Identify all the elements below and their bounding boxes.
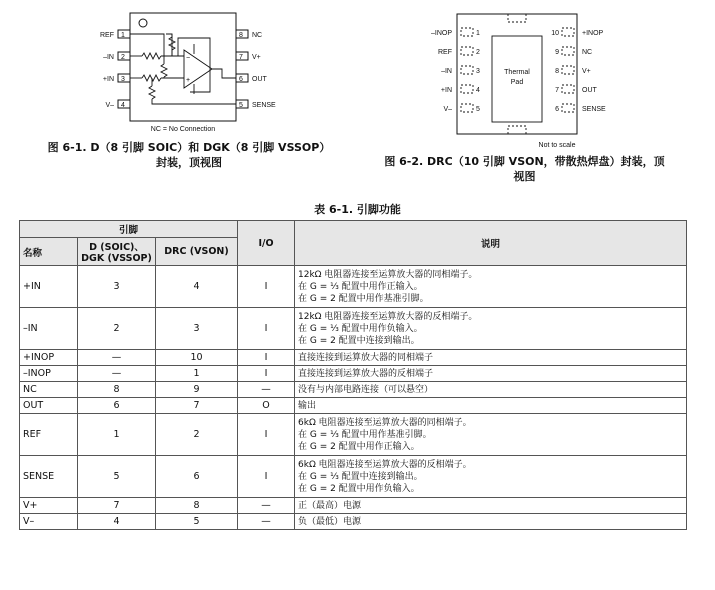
header-drc: DRC (VSON) [156,238,238,266]
drc-pin-cell: 7 [156,398,238,414]
pin-name-v-minus: V– [105,102,114,109]
description-cell [295,514,687,530]
table-row [20,382,687,398]
description-line: 12kΩ 电阻器连接至运算放大器的同相端子。 [298,269,478,280]
pin-function-table [19,220,687,530]
pin-name-cell: NC [20,382,78,398]
vson-pin-num-10: 10 [551,30,559,37]
table-row [20,266,687,308]
drc-pin-cell: 1 [156,366,238,382]
io-cell: — [238,514,295,530]
thermal-pad-label-1: Thermal [504,69,530,76]
pin-num-8: 8 [239,32,243,39]
vson-pin-name-v-minus: V– [443,106,452,113]
table-body [20,266,687,530]
description-line: 正（最高）电源 [298,500,362,511]
vson-pin-name-nc: NC [582,49,593,56]
table-row [20,398,687,414]
vson-pin-num-2: 2 [476,49,480,56]
vson-pin-name-ref: REF [438,49,452,56]
figure1-caption-line1: 图 6-1. D（8 引脚 SOIC）和 DGK（8 引脚 VSSOP） [47,141,331,154]
header-io: I/O [238,221,295,266]
io-cell: I [238,266,295,308]
vson-pin-num-9: 9 [555,49,559,56]
vson-pin-name-minus-in: –IN [441,68,452,75]
io-cell: I [238,456,295,498]
description-line: 6kΩ 电阻器连接至运算放大器的反相端子。 [298,459,472,470]
description-line: 负（最低）电源 [298,516,362,527]
description-line: 6kΩ 电阻器连接至运算放大器的同相端子。 [298,417,472,428]
soic-pinout-diagram [90,8,290,136]
d-dgk-pin-cell: — [78,350,156,366]
d-dgk-pin-cell: 4 [78,514,156,530]
pin-num-1: 1 [121,32,125,39]
io-cell: — [238,498,295,514]
description-line: 输出 [298,400,317,411]
figure2-caption [352,154,697,184]
thermal-pad-label-2: Pad [510,79,524,86]
pin-name-cell: –INOP [20,366,78,382]
header-desc: 说明 [295,221,687,266]
pin-num-3: 3 [121,76,125,83]
pin-name-cell: REF [20,414,78,456]
description-line: 直接连接到运算放大器的同相端子 [298,352,434,363]
vson-pin-name-plus-in: +IN [440,87,452,94]
description-line: 12kΩ 电阻器连接至运算放大器的反相端子。 [298,311,478,322]
io-cell: I [238,414,295,456]
drc-pin-cell: 10 [156,350,238,366]
table-row [20,514,687,530]
pin-name-cell: +IN [20,266,78,308]
pin-name-plus-in: +IN [102,76,114,83]
description-line: 没有与内部电路连接（可以悬空） [298,384,434,395]
table-row [20,498,687,514]
figure2-caption-line1: 图 6-2. DRC（10 引脚 VSON，带散热焊盘）封装，顶 [384,155,665,168]
left-pins [118,30,130,108]
vson-pin-name-minus-inop: –INOP [430,30,452,37]
pin-name-cell: V+ [20,498,78,514]
description-cell [295,398,687,414]
package-body [130,13,236,121]
drc-pin-cell: 2 [156,414,238,456]
table-row [20,350,687,366]
pin-name-sense: SENSE [252,102,276,109]
description-cell [295,382,687,398]
vson-pin-name-sense: SENSE [582,106,606,113]
pin-name-ref: REF [100,32,114,39]
description-line: 直接连接到运算放大器的反相端子 [298,368,434,379]
opamp-minus-sign: − [186,55,191,62]
description-line: 在 G = 2 配置中用作基准引脚。 [298,293,429,304]
pin-name-minus-in: –IN [103,54,114,61]
vson-pin-name-v-plus: V+ [582,68,591,75]
pin-num-7: 7 [239,54,243,61]
vson-pin-num-1: 1 [476,30,480,37]
d-dgk-pin-cell: — [78,366,156,382]
description-cell [295,266,687,308]
pin-name-out: OUT [252,76,267,83]
pin-name-cell: –IN [20,308,78,350]
description-line: 在 G = 2 配置中用作正输入。 [298,441,420,452]
scale-note: Not to scale [538,142,576,149]
figure1-caption [34,140,344,170]
drc-pin-cell: 5 [156,514,238,530]
vson-pin-num-4: 4 [476,87,480,94]
d-dgk-pin-cell: 3 [78,266,156,308]
vson-pin-name-out: OUT [582,87,597,94]
description-line: 在 G = 2 配置中连接到输出。 [298,335,420,346]
vson-pin-num-5: 5 [476,106,480,113]
drc-pin-cell: 4 [156,266,238,308]
header-pin-group: 引脚 [20,221,238,238]
opamp-plus-sign: + [186,77,191,84]
drc-pin-cell: 6 [156,456,238,498]
description-line: 在 G = ⅓ 配置中用作负输入。 [298,323,423,334]
description-cell [295,414,687,456]
table-row [20,414,687,456]
figure1-caption-line2: 封装，顶视图 [156,156,222,169]
pin-num-4: 4 [121,102,125,109]
vson-pin-num-8: 8 [555,68,559,75]
nc-note: NC = No Connection [150,126,216,133]
description-cell [295,366,687,382]
description-line: 在 G = ⅓ 配置中用作正输入。 [298,281,423,292]
pin-num-5: 5 [239,102,243,109]
drc-pin-cell: 3 [156,308,238,350]
io-cell: — [238,382,295,398]
pin-num-6: 6 [239,76,243,83]
io-cell: I [238,350,295,366]
description-line: 在 G = ⅓ 配置中连接到输出。 [298,471,423,482]
header-d-dgk: D (SOIC)、DGK (VSSOP) [78,238,156,266]
io-cell: I [238,366,295,382]
vson-pin-num-7: 7 [555,87,559,94]
description-cell [295,456,687,498]
d-dgk-pin-cell: 7 [78,498,156,514]
d-dgk-pin-cell: 8 [78,382,156,398]
io-cell: O [238,398,295,414]
d-dgk-pin-cell: 2 [78,308,156,350]
d-dgk-pin-cell: 5 [78,456,156,498]
table-title: 表 6-1. 引脚功能 [314,203,401,216]
vson-pinout-diagram [412,6,622,150]
description-cell [295,308,687,350]
io-cell: I [238,308,295,350]
header-name: 名称 [20,238,78,266]
vson-pin-name-plus-inop: +INOP [582,30,604,37]
pin-name-cell: V– [20,514,78,530]
vson-pin-num-6: 6 [555,106,559,113]
description-cell [295,350,687,366]
pin-name-nc: NC [252,32,263,39]
table-row [20,456,687,498]
drc-pin-cell: 9 [156,382,238,398]
pin-num-2: 2 [121,54,125,61]
pin-name-cell: +INOP [20,350,78,366]
table-row [20,366,687,382]
d-dgk-pin-cell: 6 [78,398,156,414]
pin-name-cell: SENSE [20,456,78,498]
pin-name-v-plus: V+ [252,54,261,61]
description-line: 在 G = ⅓ 配置中用作基准引脚。 [298,429,432,440]
pin-name-cell: OUT [20,398,78,414]
d-dgk-pin-cell: 1 [78,414,156,456]
vson-pin-num-3: 3 [476,68,480,75]
drc-pin-cell: 8 [156,498,238,514]
description-line: 在 G = 2 配置中用作负输入。 [298,483,420,494]
table-row [20,308,687,350]
right-pins [236,30,248,108]
description-cell [295,498,687,514]
figure2-caption-line2: 视图 [513,170,536,183]
